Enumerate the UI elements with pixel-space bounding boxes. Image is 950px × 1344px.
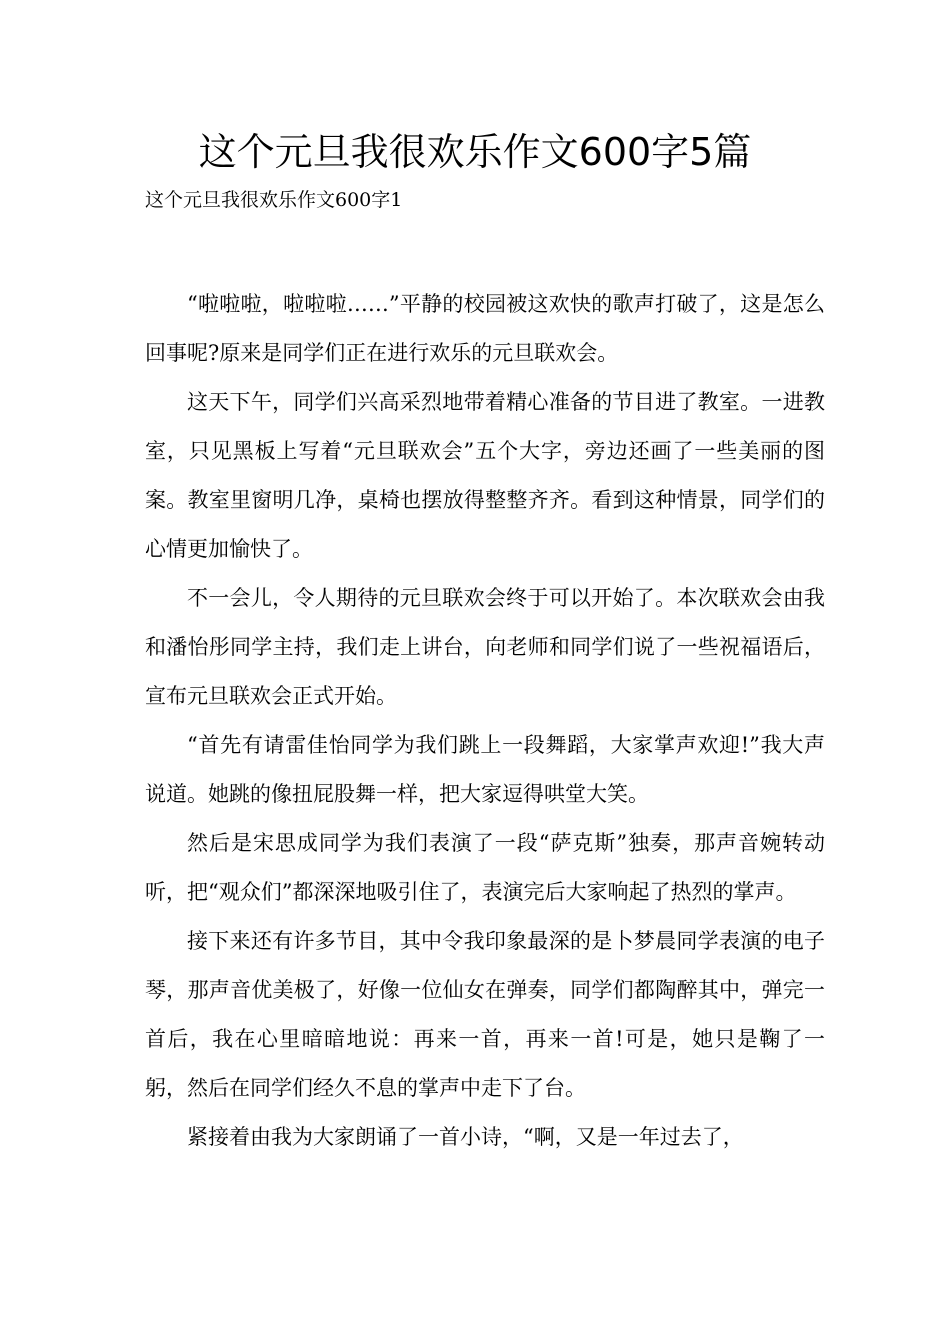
document-title: 这个元旦我很欢乐作文600字5篇 <box>198 130 752 174</box>
essay-subtitle: 这个元旦我很欢乐作文600字1 <box>145 189 403 211</box>
paragraph: 不一会儿，令人期待的元旦联欢会终于可以开始了。本次联欢会由我和潘怡彤同学主持，我们走上讲台，向老师和同学们说了一些祝福语后，宣布元旦联欢会正式开始。 <box>145 586 825 708</box>
paragraph: 这天下午，同学们兴高采烈地带着精心准备的节目进了教室。一进教室，只见黑板上写着“元旦联欢会”五个大字，旁边还画了一些美丽的图案。教室里窗明几净，桌椅也摆放得整整齐齐。看到这种情景，同学们的心情更加愉快了。 <box>145 390 825 561</box>
paragraph: 接下来还有许多节目，其中令我印象最深的是卜梦晨同学表演的电子琴，那声音优美极了，好像一位仙女在弹奏，同学们都陶醉其中，弹完一首后，我在心里暗暗地说：再来一首，再来一首!可是，她只是鞠了一躬，然后在同学们经久不息的掌声中走下了台。 <box>145 929 825 1100</box>
paragraph: 然后是宋思成同学为我们表演了一段“萨克斯”独奏，那声音婉转动听，把“观众们”都深深地吸引住了，表演完后大家响起了热烈的掌声。 <box>145 831 825 904</box>
paragraph: “啦啦啦，啦啦啦……”平静的校园被这欢快的歌声打破了，这是怎么回事呢?原来是同学们正在进行欢乐的元旦联欢会。 <box>145 292 825 365</box>
essay-body <box>145 280 825 1162</box>
paragraph: “首先有请雷佳怡同学为我们跳上一段舞蹈，大家掌声欢迎!”我大声说道。她跳的像扭屁股舞一样，把大家逗得哄堂大笑。 <box>145 733 825 806</box>
paragraph: 紧接着由我为大家朗诵了一首小诗，“啊，又是一年过去了， <box>187 1125 744 1149</box>
